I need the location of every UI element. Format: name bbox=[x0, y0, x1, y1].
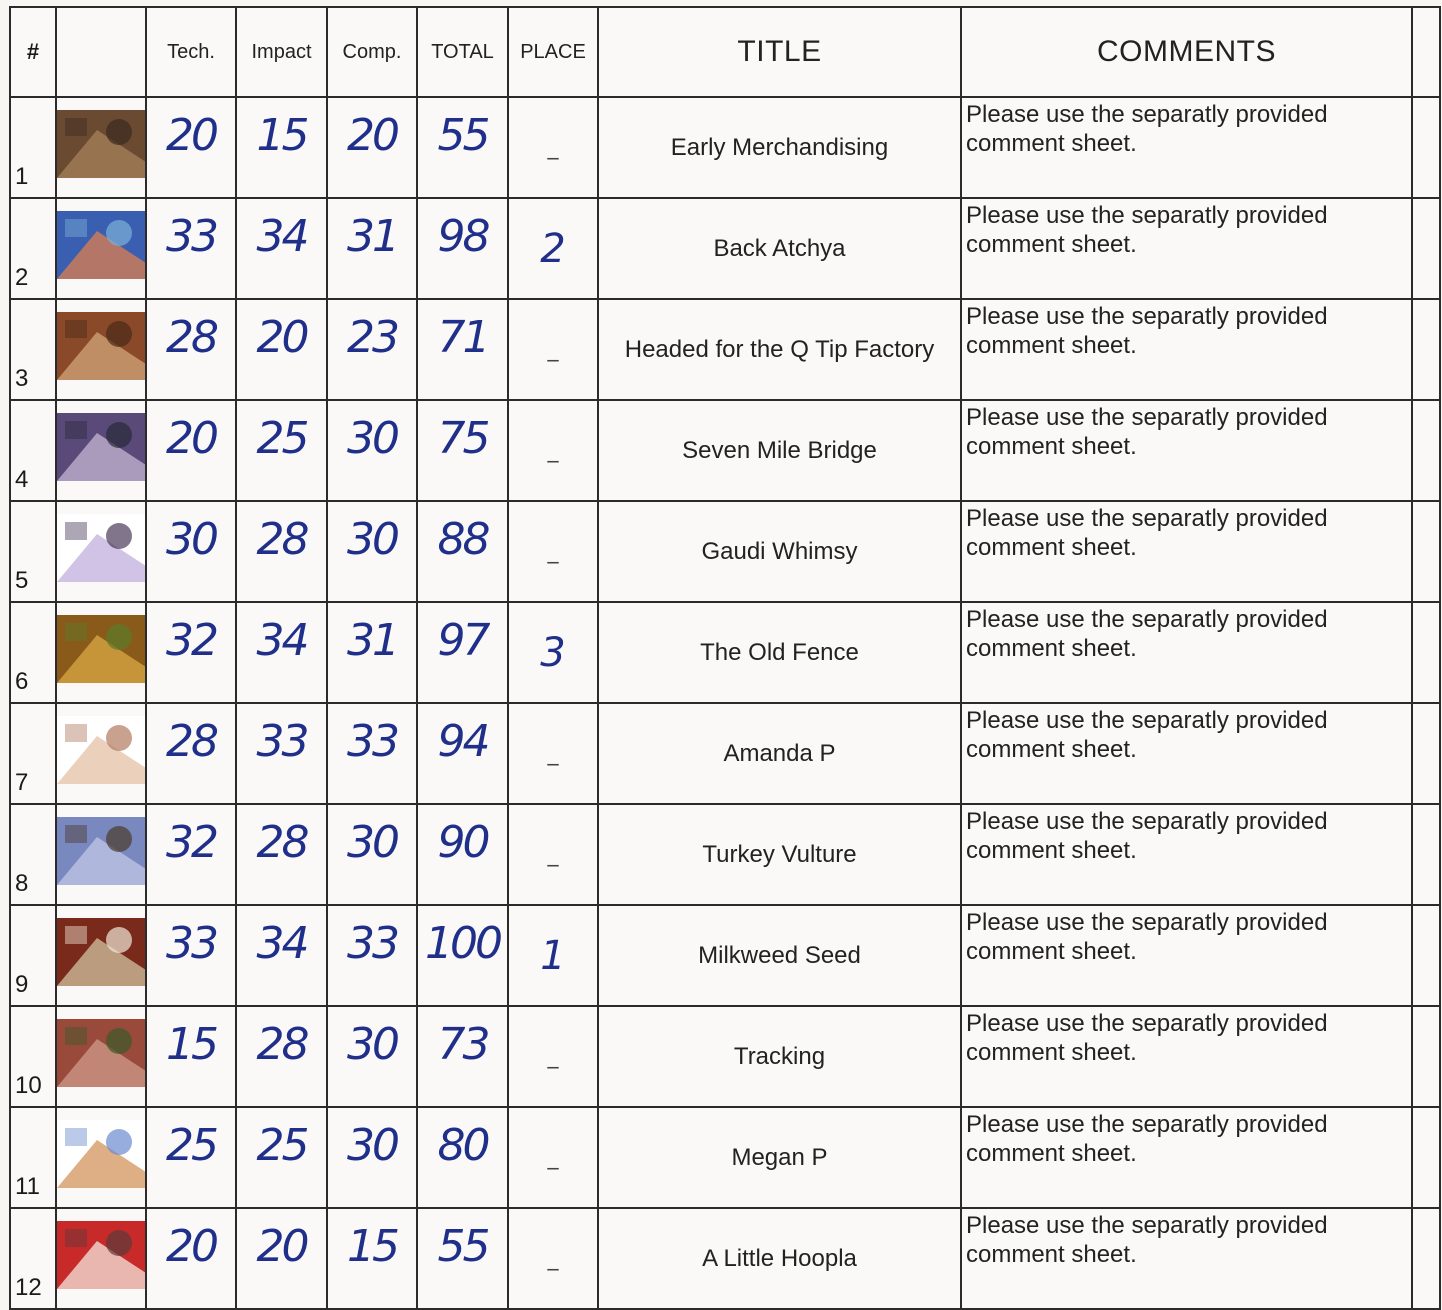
entry-number: 9 bbox=[10, 905, 56, 1006]
entry-comment: Please use the separatly provided comment sheet. bbox=[961, 501, 1412, 602]
table-row bbox=[10, 400, 1440, 501]
total-score: 97 bbox=[417, 602, 508, 703]
entry-number: 11 bbox=[10, 1107, 56, 1208]
table-row bbox=[10, 602, 1440, 703]
header-row bbox=[10, 7, 1440, 97]
thumbnail-cell bbox=[56, 703, 146, 804]
table-row bbox=[10, 97, 1440, 198]
total-score: 55 bbox=[417, 97, 508, 198]
entry-title: Turkey Vulture bbox=[598, 804, 961, 905]
header-impact: Impact bbox=[236, 7, 327, 97]
impact-score: 25 bbox=[236, 1107, 327, 1208]
entry-comment: Please use the separatly provided comment sheet. bbox=[961, 1208, 1412, 1309]
entry-number: 8 bbox=[10, 804, 56, 905]
impact-score: 28 bbox=[236, 1006, 327, 1107]
header-tech: Tech. bbox=[146, 7, 236, 97]
entry-title: Amanda P bbox=[598, 703, 961, 804]
row-spacer bbox=[1412, 97, 1440, 198]
impact-score: 28 bbox=[236, 501, 327, 602]
total-score: 71 bbox=[417, 299, 508, 400]
tech-score: 15 bbox=[146, 1006, 236, 1107]
impact-score: 34 bbox=[236, 905, 327, 1006]
entry-number: 4 bbox=[10, 400, 56, 501]
thumbnail-cell bbox=[56, 1107, 146, 1208]
place-value: _ bbox=[508, 400, 598, 501]
thumbnail-cell bbox=[56, 400, 146, 501]
comp-score: 30 bbox=[327, 804, 417, 905]
place-value: _ bbox=[508, 1006, 598, 1107]
table-row bbox=[10, 804, 1440, 905]
table-row bbox=[10, 1107, 1440, 1208]
photo-thumbnail bbox=[57, 413, 146, 481]
photo-thumbnail bbox=[57, 918, 146, 986]
entry-comment: Please use the separatly provided comment sheet. bbox=[961, 400, 1412, 501]
thumbnail-cell bbox=[56, 501, 146, 602]
entry-comment: Please use the separatly provided comment sheet. bbox=[961, 1006, 1412, 1107]
header-title: TITLE bbox=[598, 7, 961, 97]
tech-score: 33 bbox=[146, 198, 236, 299]
impact-score: 25 bbox=[236, 400, 327, 501]
entry-number: 7 bbox=[10, 703, 56, 804]
tech-score: 20 bbox=[146, 1208, 236, 1309]
row-spacer bbox=[1412, 1107, 1440, 1208]
entry-title: A Little Hoopla bbox=[598, 1208, 961, 1309]
comp-score: 31 bbox=[327, 602, 417, 703]
total-score: 100 bbox=[417, 905, 508, 1006]
place-value: _ bbox=[508, 501, 598, 602]
thumbnail-cell bbox=[56, 804, 146, 905]
total-score: 55 bbox=[417, 1208, 508, 1309]
table-row bbox=[10, 198, 1440, 299]
entry-comment: Please use the separatly provided comment sheet. bbox=[961, 804, 1412, 905]
place-value: _ bbox=[508, 1208, 598, 1309]
place-value: _ bbox=[508, 299, 598, 400]
comp-score: 20 bbox=[327, 97, 417, 198]
row-spacer bbox=[1412, 602, 1440, 703]
header-number: # bbox=[10, 7, 56, 97]
tech-score: 33 bbox=[146, 905, 236, 1006]
entry-title: Gaudi Whimsy bbox=[598, 501, 961, 602]
header-comments: COMMENTS bbox=[961, 7, 1412, 97]
photo-thumbnail bbox=[57, 211, 146, 279]
entry-title: Back Atchya bbox=[598, 198, 961, 299]
impact-score: 33 bbox=[236, 703, 327, 804]
photo-thumbnail bbox=[57, 716, 146, 784]
table-row bbox=[10, 1006, 1440, 1107]
row-spacer bbox=[1412, 905, 1440, 1006]
tech-score: 25 bbox=[146, 1107, 236, 1208]
thumbnail-cell bbox=[56, 1006, 146, 1107]
photo-thumbnail bbox=[57, 1120, 146, 1188]
place-value: 3 bbox=[508, 602, 598, 703]
comp-score: 33 bbox=[327, 703, 417, 804]
row-spacer bbox=[1412, 501, 1440, 602]
thumbnail-cell bbox=[56, 602, 146, 703]
table-row bbox=[10, 1208, 1440, 1309]
header-spacer bbox=[1412, 7, 1440, 97]
entry-number: 12 bbox=[10, 1208, 56, 1309]
tech-score: 32 bbox=[146, 602, 236, 703]
thumbnail-cell bbox=[56, 97, 146, 198]
entry-title: The Old Fence bbox=[598, 602, 961, 703]
photo-thumbnail bbox=[57, 817, 146, 885]
comp-score: 23 bbox=[327, 299, 417, 400]
row-spacer bbox=[1412, 703, 1440, 804]
row-spacer bbox=[1412, 299, 1440, 400]
entry-number: 6 bbox=[10, 602, 56, 703]
row-spacer bbox=[1412, 804, 1440, 905]
entry-title: Tracking bbox=[598, 1006, 961, 1107]
row-spacer bbox=[1412, 400, 1440, 501]
total-score: 94 bbox=[417, 703, 508, 804]
tech-score: 30 bbox=[146, 501, 236, 602]
entry-comment: Please use the separatly provided comment sheet. bbox=[961, 97, 1412, 198]
photo-thumbnail bbox=[57, 1221, 146, 1289]
entry-comment: Please use the separatly provided comment sheet. bbox=[961, 1107, 1412, 1208]
thumbnail-cell bbox=[56, 299, 146, 400]
comp-score: 15 bbox=[327, 1208, 417, 1309]
score-table bbox=[9, 6, 1441, 1310]
photo-thumbnail bbox=[57, 312, 146, 380]
total-score: 75 bbox=[417, 400, 508, 501]
place-value: _ bbox=[508, 804, 598, 905]
entry-number: 5 bbox=[10, 501, 56, 602]
table-row bbox=[10, 905, 1440, 1006]
row-spacer bbox=[1412, 1006, 1440, 1107]
table-row bbox=[10, 703, 1440, 804]
photo-thumbnail bbox=[57, 615, 146, 683]
header-total: TOTAL bbox=[417, 7, 508, 97]
thumbnail-cell bbox=[56, 1208, 146, 1309]
entry-comment: Please use the separatly provided comment sheet. bbox=[961, 905, 1412, 1006]
header-comp: Comp. bbox=[327, 7, 417, 97]
entry-title: Seven Mile Bridge bbox=[598, 400, 961, 501]
total-score: 88 bbox=[417, 501, 508, 602]
entry-number: 2 bbox=[10, 198, 56, 299]
place-value: _ bbox=[508, 97, 598, 198]
tech-score: 20 bbox=[146, 97, 236, 198]
place-value: 2 bbox=[508, 198, 598, 299]
entry-title: Milkweed Seed bbox=[598, 905, 961, 1006]
row-spacer bbox=[1412, 198, 1440, 299]
total-score: 73 bbox=[417, 1006, 508, 1107]
impact-score: 20 bbox=[236, 299, 327, 400]
impact-score: 20 bbox=[236, 1208, 327, 1309]
header-image bbox=[56, 7, 146, 97]
tech-score: 28 bbox=[146, 299, 236, 400]
photo-thumbnail bbox=[57, 110, 146, 178]
tech-score: 20 bbox=[146, 400, 236, 501]
entry-number: 10 bbox=[10, 1006, 56, 1107]
thumbnail-cell bbox=[56, 198, 146, 299]
impact-score: 28 bbox=[236, 804, 327, 905]
place-value: _ bbox=[508, 1107, 598, 1208]
table-row bbox=[10, 299, 1440, 400]
photo-thumbnail bbox=[57, 514, 146, 582]
tech-score: 28 bbox=[146, 703, 236, 804]
entry-comment: Please use the separatly provided comment sheet. bbox=[961, 602, 1412, 703]
total-score: 98 bbox=[417, 198, 508, 299]
entry-title: Headed for the Q Tip Factory bbox=[598, 299, 961, 400]
comp-score: 33 bbox=[327, 905, 417, 1006]
place-value: 1 bbox=[508, 905, 598, 1006]
thumbnail-cell bbox=[56, 905, 146, 1006]
entry-number: 1 bbox=[10, 97, 56, 198]
tech-score: 32 bbox=[146, 804, 236, 905]
entry-title: Early Merchandising bbox=[598, 97, 961, 198]
impact-score: 34 bbox=[236, 198, 327, 299]
comp-score: 30 bbox=[327, 1006, 417, 1107]
entry-number: 3 bbox=[10, 299, 56, 400]
comp-score: 31 bbox=[327, 198, 417, 299]
impact-score: 34 bbox=[236, 602, 327, 703]
photo-thumbnail bbox=[57, 1019, 146, 1087]
total-score: 90 bbox=[417, 804, 508, 905]
entry-title: Megan P bbox=[598, 1107, 961, 1208]
entry-comment: Please use the separatly provided comment sheet. bbox=[961, 299, 1412, 400]
table-row bbox=[10, 501, 1440, 602]
impact-score: 15 bbox=[236, 97, 327, 198]
total-score: 80 bbox=[417, 1107, 508, 1208]
place-value: _ bbox=[508, 703, 598, 804]
entry-comment: Please use the separatly provided comment sheet. bbox=[961, 198, 1412, 299]
comp-score: 30 bbox=[327, 1107, 417, 1208]
comp-score: 30 bbox=[327, 501, 417, 602]
entry-comment: Please use the separatly provided comment sheet. bbox=[961, 703, 1412, 804]
row-spacer bbox=[1412, 1208, 1440, 1309]
header-place: PLACE bbox=[508, 7, 598, 97]
comp-score: 30 bbox=[327, 400, 417, 501]
